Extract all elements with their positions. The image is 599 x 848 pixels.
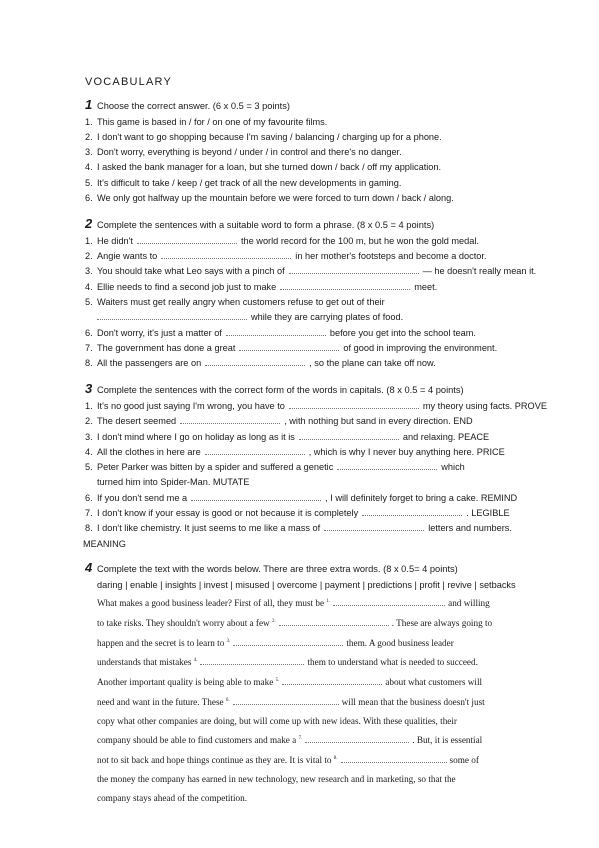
section-number: 4 <box>85 559 93 575</box>
answer-blank[interactable] <box>280 281 410 290</box>
text-line: Another important quality is being able to make $^{5.}$ about what customers will <box>97 677 483 688</box>
section-3 <box>85 381 545 550</box>
answer-blank[interactable] <box>341 754 447 763</box>
word-bank: daring | enable | insights | invest | misused | overcome | payment | predictions | profit | revive | setbacks <box>97 580 516 591</box>
answer-blank[interactable] <box>289 265 419 274</box>
question-item: 2. The desert seemed , with nothing but sand in every direction. END <box>85 416 473 427</box>
answer-blank[interactable] <box>299 431 399 440</box>
section-number: 3 <box>85 381 93 397</box>
question-item: 7. I don't know if your essay is good or not because it is completely . LEGIBLE <box>85 508 510 519</box>
section-instruction: Complete the sentences with a suitable word to form a phrase. (8 x 0.5 = 4 points) <box>97 220 435 231</box>
text-line: the money the company has earned in new technology, new research and in marketing, so that the <box>97 773 456 784</box>
section-number: 1 <box>85 97 93 112</box>
answer-blank[interactable] <box>305 734 409 743</box>
question-item: 4. Ellie needs to find a second job just to make meet. <box>85 281 438 292</box>
question-item: 3. You should take what Leo says with a pinch of — he doesn't really mean it. <box>85 266 537 277</box>
page-title: VOCABULARY <box>85 76 172 88</box>
section-instruction: Complete the text with the words below. There are three extra words. (8 x 0.5= 4 points) <box>97 563 458 574</box>
text-line: company should be able to find customers and make a $^{7.}$ . But, it is essential <box>97 735 483 746</box>
question-item: 6. If you don't send me a , I will definitely forget to bring a cake. REMIND <box>85 492 518 503</box>
question-item: 2. I don't want to go shopping because I'm saving / balancing / charging up for a phone. <box>85 131 442 142</box>
section-instruction: Complete the sentences with the correct form of the words in capitals. (8 x 0.5 = 4 points) <box>97 385 464 396</box>
answer-blank[interactable] <box>205 446 305 455</box>
text-line: to take risks. They shouldn't worry about a few $^{2.}$ . These are always going to <box>97 617 493 628</box>
answer-blank[interactable] <box>337 461 437 470</box>
answer-blank[interactable] <box>161 250 291 259</box>
worksheet <box>85 76 545 817</box>
question-item: 6. We only got halfway up the mountain before we were forced to turn down / back / along. <box>85 192 454 203</box>
answer-blank[interactable] <box>233 637 343 646</box>
section-instruction: Choose the correct answer. (6 x 0.5 = 3 points) <box>97 101 291 111</box>
answer-blank[interactable] <box>226 327 326 336</box>
answer-blank[interactable] <box>233 696 339 705</box>
text-line: understands that mistakes $^{4.}$ them to understand what is needed to succeed. <box>97 657 478 668</box>
question-item: 1. It's no good just saying I'm wrong, you have to my theory using facts. PROVE <box>85 400 547 411</box>
text-line: happen and the secret is to learn to $^{3.}$ them. A good business leader <box>97 637 454 648</box>
answer-blank[interactable] <box>191 492 321 501</box>
answer-blank[interactable] <box>205 357 305 366</box>
question-item: 3. Don't worry, everything is beyond / under / in control and there's no danger. <box>85 147 402 158</box>
answer-blank[interactable] <box>289 400 419 409</box>
answer-blank[interactable] <box>97 311 247 320</box>
section-number: 2 <box>85 216 93 232</box>
section-2 <box>85 216 545 371</box>
text-line: What makes a good business leader? First of all, they must be $^{1.}$ and willing <box>97 598 490 609</box>
question-item: 4. I asked the bank manager for a loan, but she turned down / back / off my application. <box>85 162 442 173</box>
question-item: 5. Waiters must get really angry when customers refuse to get out of their while they are carrying plates of food. <box>85 296 404 323</box>
text-line: not to sit back and hope things continue as they are. It is vital to $^{8.}$ some of <box>97 755 479 766</box>
answer-blank[interactable] <box>324 522 424 531</box>
question-item: 3. I don't mind where I go on holiday as long as it is and relaxing. PEACE <box>85 431 490 442</box>
section-1 <box>85 97 545 206</box>
text-line: copy what other companies are doing, but will come up with new ideas. With these qualities, their <box>97 715 457 726</box>
answer-blank[interactable] <box>362 507 462 516</box>
answer-blank[interactable] <box>282 676 382 685</box>
question-item: 5. Peter Parker was bitten by a spider and suffered a genetic which turned him into Spider-Man. MUTATE <box>85 462 465 488</box>
question-item: 5. It's difficult to take / keep / get track of all the new developments in gaming. <box>85 177 402 188</box>
question-item: 1. This game is based in / for / on one of my favourite films. <box>85 116 328 127</box>
answer-blank[interactable] <box>137 235 237 244</box>
gap-fill-text <box>85 593 545 807</box>
question-item: 8. I don't like chemistry. It just seems to me like a mass of letters and numbers. <box>85 523 512 534</box>
answer-blank[interactable] <box>180 415 280 424</box>
answer-blank[interactable] <box>279 617 389 626</box>
text-line: company stays ahead of the competition. <box>97 792 248 803</box>
question-item: 2. Angie wants to in her mother's footsteps and become a doctor. <box>85 251 487 262</box>
continuation-text: MEANING <box>83 538 126 549</box>
answer-blank[interactable] <box>200 656 304 665</box>
text-line: need and want in the future. These $^{6.}$ will mean that the business doesn't just <box>97 697 485 708</box>
question-item: 7. The government has done a great of good in improving the environment. <box>85 342 498 353</box>
section-4 <box>85 560 545 808</box>
question-item: 4. All the clothes in here are , which is why I never buy anything here. PRICE <box>85 446 505 457</box>
answer-blank[interactable] <box>239 342 339 351</box>
question-item: 6. Don't worry, it's just a matter of before you get into the school team. <box>85 327 476 338</box>
question-item: 8. All the passengers are on , so the plane can take off now. <box>85 358 436 369</box>
answer-blank[interactable] <box>333 597 445 606</box>
question-item: 1. He didn't the world record for the 100 m, but he won the gold medal. <box>85 235 479 246</box>
